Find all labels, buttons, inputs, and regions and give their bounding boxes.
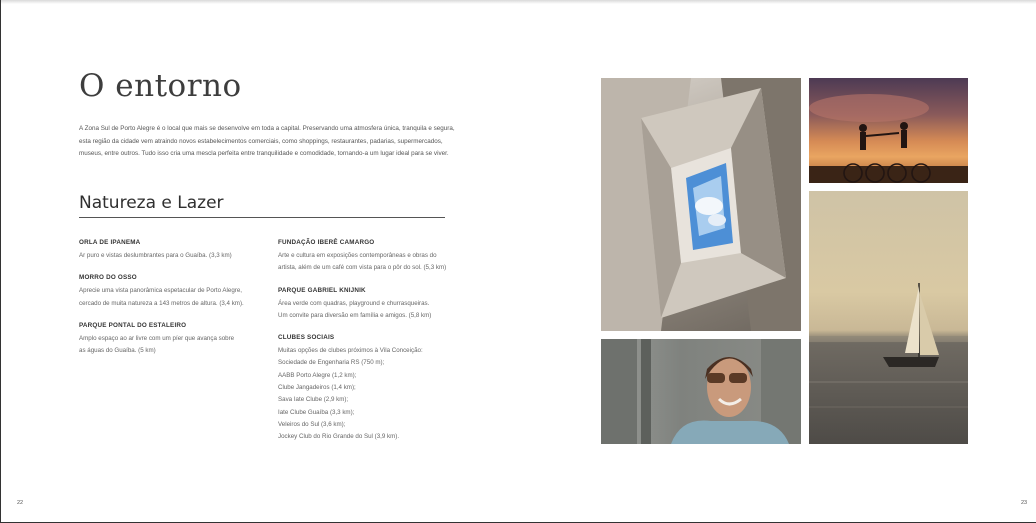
description-line: Clube Jangadeiros (1,4 km); [278,384,356,392]
item-title: FUNDAÇÃO IBERÊ CAMARGO [278,239,375,246]
description-line: Veleiros do Sul (3,6 km); [278,420,346,428]
woman-smiling-photo [601,339,801,444]
item-description [79,285,259,310]
description-line: Sociedade de Engenharia RS (750 m); [278,359,385,367]
description-line: Área verde com quadras, playground e churrasqueiras. [278,299,430,307]
cyclists-sunset-photo [809,78,968,183]
description-line: Iate Clube Guaíba (3,3 km); [278,408,355,416]
section-title: Natureza e Lazer [79,193,224,213]
description-line: Arte e cultura em exposições contemporâneas e obras do [278,252,437,259]
description-line: as águas do Guaíba. (5 km) [79,347,156,355]
item-title: ORLA DE IPANEMA [79,239,141,246]
description-line: Um convite para diversão em família e amigos. (5,8 km) [278,311,432,319]
right-item [278,238,458,275]
item-description [278,298,458,323]
page-shadow [1,0,1036,4]
item-description [278,345,458,443]
item-title: CLUBES SOCIAIS [278,334,335,342]
description-line: cercado de muita natureza a 143 metros de altura. (3,4 km). [79,299,244,307]
architecture-photo [601,78,801,331]
left-item [79,273,259,310]
item-title: PARQUE GABRIEL KNIJNIK [278,286,366,294]
right-column [278,238,458,455]
description-line: Sava Iate Clube (2,9 km); [278,396,349,404]
right-item [278,286,458,323]
description-line: Jockey Club do Rio Grande do Sul (3,9 km). [278,433,400,441]
description-line: AABB Porto Alegre (1,2 km); [278,371,357,379]
page-number-left: 22 [17,500,24,506]
description-line: Amplo espaço ao ar livre com um píer que avança sobre [79,334,235,342]
item-description [79,333,259,358]
item-description [278,250,458,275]
description-line: Muitas opções de clubes próximos à Vila Conceição: [278,347,423,355]
item-title: PARQUE PONTAL DO ESTALEIRO [79,321,187,329]
item-description [79,250,259,262]
description-line: Aprecie uma vista panorâmica espetacular de Porto Alegre, [79,287,243,295]
description-line: Ar puro e vistas deslumbrantes para o Guaíba. (3,3 km) [79,252,232,259]
left-item [79,321,259,358]
section-divider [79,217,445,218]
description-line: artista, além de um café com vista para o pôr do sol. (5,3 km) [278,264,447,272]
page-title: O entorno [79,68,242,104]
intro-paragraph: A Zona Sul de Porto Alegre é o local que mais se desenvolve em toda a capital. Preservando uma atmosfera única, tranquila e segura, esta região da cidade vem atraindo novos estabelecimentos comerciais, como shoppings, restaurantes, padarias, supermercados, museus, entre outros. Tudo isso cria uma mescla perfeita entre tranquilidade e comodidade, tornando-a um lugar ideal para se viver. [79,125,455,158]
sailboat-lake-photo [809,191,968,444]
item-title: MORRO DO OSSO [79,274,137,282]
right-item [278,333,458,443]
left-item [79,238,259,262]
left-column [79,238,259,368]
page-number-right: 23 [1021,500,1028,506]
